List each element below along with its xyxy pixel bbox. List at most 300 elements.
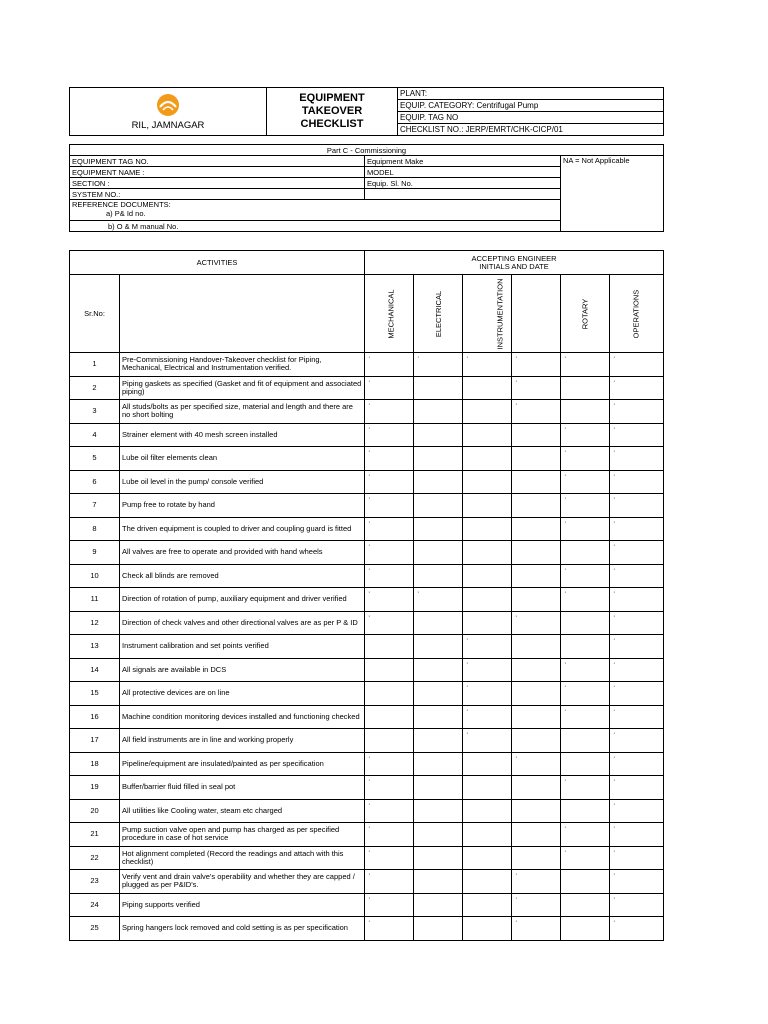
- applicable-mark: ·: [613, 752, 616, 761]
- discipline-header: [365, 275, 414, 353]
- signoff-cell[interactable]: [463, 823, 512, 847]
- row-number: 22: [70, 846, 120, 870]
- org-name: RIL, JAMNAGAR: [131, 120, 205, 131]
- signoff-cell[interactable]: [512, 752, 561, 776]
- signoff-cell[interactable]: [561, 893, 610, 917]
- signoff-cell[interactable]: [463, 400, 512, 424]
- checklist-row: [70, 400, 664, 424]
- signoff-cell[interactable]: [512, 494, 561, 518]
- applicable-mark: ·: [368, 376, 371, 385]
- signoff-cell[interactable]: [610, 564, 664, 588]
- row-number: 13: [70, 635, 120, 659]
- signoff-cell[interactable]: [414, 517, 463, 541]
- signoff-cell[interactable]: [561, 494, 610, 518]
- checklist-row: [70, 494, 664, 518]
- applicable-mark: ·: [368, 399, 371, 408]
- row-number: 5: [70, 447, 120, 471]
- signoff-cell[interactable]: [414, 353, 463, 377]
- applicable-mark: ·: [368, 423, 371, 432]
- signoff-cell[interactable]: [365, 705, 414, 729]
- signoff-cell[interactable]: [414, 823, 463, 847]
- signoff-cell[interactable]: [610, 776, 664, 800]
- signoff-cell[interactable]: [561, 376, 610, 400]
- signoff-cell[interactable]: [414, 376, 463, 400]
- signoff-cell[interactable]: [365, 682, 414, 706]
- signoff-cell[interactable]: [561, 823, 610, 847]
- signoff-cell[interactable]: [463, 799, 512, 823]
- signoff-cell[interactable]: [365, 635, 414, 659]
- activity-text: Spring hangers lock removed and cold setting is as per specification: [120, 917, 365, 941]
- signoff-cell[interactable]: [512, 682, 561, 706]
- applicable-mark: ·: [564, 352, 567, 361]
- activity-text: Pump suction valve open and pump has charged as per specified procedure in case of hot service: [120, 823, 365, 847]
- signoff-cell[interactable]: [512, 541, 561, 565]
- signoff-cell[interactable]: [463, 682, 512, 706]
- signoff-cell[interactable]: [512, 588, 561, 612]
- activity-text: Piping gaskets as specified (Gasket and fit of equipment and associated piping): [120, 376, 365, 400]
- discipline-label: ELECTRICAL: [434, 290, 444, 337]
- signoff-cell[interactable]: [512, 423, 561, 447]
- signoff-cell[interactable]: [414, 564, 463, 588]
- applicable-mark: ·: [368, 564, 371, 573]
- signoff-cell[interactable]: [365, 799, 414, 823]
- row-number: 14: [70, 658, 120, 682]
- signoff-cell[interactable]: [512, 470, 561, 494]
- signoff-cell[interactable]: [610, 799, 664, 823]
- signoff-cell[interactable]: [414, 588, 463, 612]
- equipment-tag-label: EQUIPMENT TAG NO.: [70, 156, 365, 167]
- row-number: 9: [70, 541, 120, 565]
- signoff-cell[interactable]: [561, 658, 610, 682]
- signoff-cell[interactable]: [610, 423, 664, 447]
- serial-no-label: Equip. Sl. No.: [365, 178, 561, 189]
- row-number: 19: [70, 776, 120, 800]
- equip-category-field: EQUIP. CATEGORY: Centrifugal Pump: [398, 100, 664, 112]
- signoff-cell[interactable]: [365, 400, 414, 424]
- signoff-cell[interactable]: [561, 729, 610, 753]
- discipline-header: [610, 275, 664, 353]
- applicable-mark: ·: [368, 446, 371, 455]
- signoff-cell[interactable]: [414, 752, 463, 776]
- signoff-cell[interactable]: [610, 846, 664, 870]
- discipline-label: MECHANICAL: [386, 288, 396, 339]
- signoff-cell[interactable]: [512, 400, 561, 424]
- applicable-mark: ·: [564, 705, 567, 714]
- signoff-cell[interactable]: [463, 705, 512, 729]
- signoff-cell[interactable]: [414, 658, 463, 682]
- applicable-mark: ·: [613, 728, 616, 737]
- signoff-cell[interactable]: [561, 588, 610, 612]
- row-number: 12: [70, 611, 120, 635]
- signoff-cell[interactable]: [561, 564, 610, 588]
- applicable-mark: ·: [564, 775, 567, 784]
- signoff-cell[interactable]: [365, 470, 414, 494]
- signoff-cell[interactable]: [561, 541, 610, 565]
- signoff-cell[interactable]: [561, 846, 610, 870]
- signoff-cell[interactable]: [463, 564, 512, 588]
- equipment-make-label: Equipment Make: [365, 156, 561, 167]
- signoff-cell[interactable]: [610, 917, 664, 941]
- applicable-mark: ·: [515, 916, 518, 925]
- signoff-cell[interactable]: [512, 658, 561, 682]
- checklist-row: [70, 917, 664, 941]
- signoff-cell[interactable]: [365, 376, 414, 400]
- signoff-cell[interactable]: [610, 400, 664, 424]
- activity-text: Hot alignment completed (Record the readings and attach with this checklist): [120, 846, 365, 870]
- applicable-mark: ·: [613, 611, 616, 620]
- signoff-cell[interactable]: [414, 494, 463, 518]
- signoff-cell[interactable]: [414, 611, 463, 635]
- signoff-cell[interactable]: [414, 870, 463, 894]
- signoff-cell[interactable]: [365, 541, 414, 565]
- applicable-mark: ·: [515, 352, 518, 361]
- signoff-cell[interactable]: [512, 705, 561, 729]
- applicable-mark: ·: [515, 611, 518, 620]
- signoff-cell[interactable]: [610, 517, 664, 541]
- row-number: 1: [70, 353, 120, 377]
- signoff-cell[interactable]: [365, 893, 414, 917]
- signoff-cell[interactable]: [463, 752, 512, 776]
- applicable-mark: ·: [613, 893, 616, 902]
- initials-date-label: INITIALS AND DATE: [479, 261, 549, 271]
- signoff-cell[interactable]: [414, 470, 463, 494]
- signoff-cell[interactable]: [463, 729, 512, 753]
- applicable-mark: ·: [564, 423, 567, 432]
- signoff-cell[interactable]: [512, 729, 561, 753]
- checklist-row: [70, 423, 664, 447]
- checklist-row: [70, 635, 664, 659]
- signoff-cell[interactable]: [463, 494, 512, 518]
- equipment-name-label: EQUIPMENT NAME :: [70, 167, 365, 178]
- signoff-cell[interactable]: [610, 611, 664, 635]
- signoff-cell[interactable]: [463, 541, 512, 565]
- srno-header: Sr.No:: [70, 275, 120, 353]
- signoff-cell[interactable]: [561, 917, 610, 941]
- signoff-cell[interactable]: [414, 917, 463, 941]
- checklist-row: [70, 447, 664, 471]
- signoff-cell[interactable]: [610, 682, 664, 706]
- signoff-cell[interactable]: [512, 611, 561, 635]
- applicable-mark: ·: [613, 869, 616, 878]
- checklist-row: [70, 353, 664, 377]
- signoff-cell[interactable]: [512, 893, 561, 917]
- row-number: 8: [70, 517, 120, 541]
- applicable-mark: ·: [613, 705, 616, 714]
- signoff-cell[interactable]: [463, 470, 512, 494]
- applicable-mark: ·: [466, 634, 469, 643]
- applicable-mark: ·: [368, 916, 371, 925]
- row-number: 17: [70, 729, 120, 753]
- signoff-cell[interactable]: [610, 705, 664, 729]
- applicable-mark: ·: [368, 893, 371, 902]
- activity-text: The driven equipment is coupled to driver and coupling guard is fitted: [120, 517, 365, 541]
- activity-text: Direction of rotation of pump, auxiliary equipment and driver verified: [120, 588, 365, 612]
- applicable-mark: ·: [564, 446, 567, 455]
- activity-text: Pipeline/equipment are insulated/painted as per specification: [120, 752, 365, 776]
- signoff-cell[interactable]: [365, 870, 414, 894]
- signoff-cell[interactable]: [414, 846, 463, 870]
- discipline-label: OPERATIONS: [631, 289, 641, 338]
- applicable-mark: ·: [613, 423, 616, 432]
- signoff-cell[interactable]: [512, 517, 561, 541]
- applicable-mark: ·: [613, 517, 616, 526]
- applicable-mark: ·: [564, 517, 567, 526]
- signoff-cell[interactable]: [365, 353, 414, 377]
- applicable-mark: ·: [515, 869, 518, 878]
- checklist-row: [70, 564, 664, 588]
- discipline-label: ROTARY: [580, 298, 589, 329]
- row-number: 20: [70, 799, 120, 823]
- signoff-cell[interactable]: [365, 823, 414, 847]
- signoff-cell[interactable]: [561, 517, 610, 541]
- row-number: 7: [70, 494, 120, 518]
- signoff-cell[interactable]: [414, 423, 463, 447]
- signoff-cell[interactable]: [610, 635, 664, 659]
- system-no-label: SYSTEM NO.:: [70, 189, 365, 200]
- signoff-cell[interactable]: [365, 447, 414, 471]
- applicable-mark: ·: [613, 822, 616, 831]
- row-number: 4: [70, 423, 120, 447]
- applicable-mark: ·: [564, 564, 567, 573]
- signoff-cell[interactable]: [512, 376, 561, 400]
- applicable-mark: ·: [515, 399, 518, 408]
- checklist-row: [70, 705, 664, 729]
- activity-text: All utilities like Cooling water, steam etc charged: [120, 799, 365, 823]
- signoff-cell[interactable]: [414, 447, 463, 471]
- signoff-cell[interactable]: [610, 658, 664, 682]
- activity-text: All signals are available in DCS: [120, 658, 365, 682]
- signoff-cell[interactable]: [365, 729, 414, 753]
- applicable-mark: ·: [368, 822, 371, 831]
- row-number: 18: [70, 752, 120, 776]
- applicable-mark: ·: [368, 775, 371, 784]
- signoff-cell[interactable]: [414, 729, 463, 753]
- row-number: 3: [70, 400, 120, 424]
- applicable-mark: ·: [564, 681, 567, 690]
- signoff-cell[interactable]: [512, 776, 561, 800]
- signoff-cell[interactable]: [610, 729, 664, 753]
- applicable-mark: ·: [613, 775, 616, 784]
- applicable-mark: ·: [613, 916, 616, 925]
- signoff-cell[interactable]: [512, 799, 561, 823]
- checklist-row: [70, 870, 664, 894]
- signoff-cell[interactable]: [365, 776, 414, 800]
- signoff-cell[interactable]: [414, 635, 463, 659]
- reference-documents-label: REFERENCE DOCUMENTS:: [72, 200, 171, 209]
- applicable-mark: ·: [613, 681, 616, 690]
- signoff-cell[interactable]: [561, 682, 610, 706]
- signoff-cell[interactable]: [414, 682, 463, 706]
- discipline-header: [414, 275, 463, 353]
- applicable-mark: ·: [613, 564, 616, 573]
- activity-text: Machine condition monitoring devices installed and functioning checked: [120, 705, 365, 729]
- signoff-cell[interactable]: [365, 588, 414, 612]
- signoff-cell[interactable]: [561, 752, 610, 776]
- signoff-cell[interactable]: [414, 400, 463, 424]
- signoff-cell[interactable]: [561, 400, 610, 424]
- signoff-cell[interactable]: [561, 870, 610, 894]
- signoff-cell[interactable]: [365, 752, 414, 776]
- signoff-cell[interactable]: [365, 494, 414, 518]
- activity-text: Direction of check valves and other directional valves are as per P & ID: [120, 611, 365, 635]
- signoff-cell[interactable]: [463, 870, 512, 894]
- equip-tag-field: EQUIP. TAG NO: [398, 112, 664, 124]
- reliance-logo-icon: [156, 93, 180, 117]
- signoff-cell[interactable]: [463, 588, 512, 612]
- accepting-engineer-header: [365, 251, 664, 275]
- header-table: [69, 87, 664, 136]
- signoff-cell[interactable]: [365, 658, 414, 682]
- model-label: MODEL: [365, 167, 561, 178]
- signoff-cell[interactable]: [414, 541, 463, 565]
- signoff-cell[interactable]: [414, 776, 463, 800]
- activity-text: All valves are free to operate and provided with hand wheels: [120, 541, 365, 565]
- checklist-row: [70, 729, 664, 753]
- signoff-cell[interactable]: [463, 658, 512, 682]
- signoff-cell[interactable]: [561, 470, 610, 494]
- checklist-row: [70, 376, 664, 400]
- signoff-cell[interactable]: [561, 611, 610, 635]
- signoff-cell[interactable]: [610, 470, 664, 494]
- applicable-mark: ·: [368, 846, 371, 855]
- signoff-cell[interactable]: [512, 635, 561, 659]
- activity-text: Verify vent and drain valve's operability and whether they are capped / plugged as per P&ID's.: [120, 870, 365, 894]
- signoff-cell[interactable]: [463, 776, 512, 800]
- applicable-mark: ·: [466, 728, 469, 737]
- signoff-cell[interactable]: [561, 799, 610, 823]
- signoff-cell[interactable]: [610, 447, 664, 471]
- activity-text: Lube oil filter elements clean: [120, 447, 365, 471]
- signoff-cell[interactable]: [463, 423, 512, 447]
- signoff-cell[interactable]: [365, 917, 414, 941]
- row-number: 24: [70, 893, 120, 917]
- signoff-cell[interactable]: [463, 517, 512, 541]
- doc-title: EQUIPMENT TAKEOVER CHECKLIST: [267, 88, 398, 136]
- signoff-cell[interactable]: [512, 846, 561, 870]
- part-title: Part C - Commissioning: [70, 145, 664, 156]
- checklist-row: [70, 846, 664, 870]
- checklist-row: [70, 893, 664, 917]
- applicable-mark: ·: [368, 752, 371, 761]
- signoff-cell[interactable]: [463, 611, 512, 635]
- row-number: 25: [70, 917, 120, 941]
- signoff-cell[interactable]: [512, 917, 561, 941]
- applicable-mark: ·: [613, 540, 616, 549]
- applicable-mark: ·: [466, 705, 469, 714]
- applicable-mark: ·: [613, 446, 616, 455]
- applicable-mark: ·: [515, 893, 518, 902]
- signoff-cell[interactable]: [561, 423, 610, 447]
- applicable-mark: ·: [613, 587, 616, 596]
- signoff-cell[interactable]: [512, 353, 561, 377]
- activity-text: Pre-Commissioning Handover-Takeover checklist for Piping, Mechanical, Electrical and Instrumentation verified.: [120, 353, 365, 377]
- signoff-cell[interactable]: [365, 846, 414, 870]
- applicable-mark: ·: [466, 352, 469, 361]
- applicable-mark: ·: [564, 587, 567, 596]
- equipment-info-table: [69, 144, 664, 232]
- signoff-cell[interactable]: [512, 870, 561, 894]
- applicable-mark: ·: [613, 376, 616, 385]
- row-number: 6: [70, 470, 120, 494]
- applicable-mark: ·: [466, 658, 469, 667]
- signoff-cell[interactable]: [561, 447, 610, 471]
- signoff-cell[interactable]: [610, 588, 664, 612]
- applicable-mark: ·: [368, 517, 371, 526]
- signoff-cell[interactable]: [463, 917, 512, 941]
- signoff-cell[interactable]: [512, 823, 561, 847]
- signoff-cell[interactable]: [561, 776, 610, 800]
- signoff-cell[interactable]: [463, 893, 512, 917]
- checklist-row: [70, 611, 664, 635]
- signoff-cell[interactable]: [610, 376, 664, 400]
- signoff-cell[interactable]: [365, 423, 414, 447]
- applicable-mark: ·: [368, 352, 371, 361]
- checklist-row: [70, 470, 664, 494]
- accepting-engineer-label: ACCEPTING ENGINEER: [471, 253, 557, 263]
- signoff-cell[interactable]: [365, 611, 414, 635]
- checklist-row: [70, 682, 664, 706]
- signoff-cell[interactable]: [365, 564, 414, 588]
- row-number: 15: [70, 682, 120, 706]
- applicable-mark: ·: [368, 470, 371, 479]
- signoff-cell[interactable]: [610, 752, 664, 776]
- activity-text: Pump free to rotate by hand: [120, 494, 365, 518]
- signoff-cell[interactable]: [463, 353, 512, 377]
- applicable-mark: ·: [564, 822, 567, 831]
- checklist-row: [70, 799, 664, 823]
- signoff-cell[interactable]: [512, 564, 561, 588]
- signoff-cell[interactable]: [512, 447, 561, 471]
- discipline-label: INSTRUMENTATION: [495, 278, 505, 349]
- checklist-row: [70, 517, 664, 541]
- signoff-cell[interactable]: [610, 541, 664, 565]
- activity-text: Instrument calibration and set points verified: [120, 635, 365, 659]
- row-number: 23: [70, 870, 120, 894]
- applicable-mark: ·: [613, 846, 616, 855]
- signoff-cell[interactable]: [610, 494, 664, 518]
- applicable-mark: ·: [417, 587, 420, 596]
- applicable-mark: ·: [368, 493, 371, 502]
- signoff-cell[interactable]: [414, 799, 463, 823]
- reference-pid: a) P& Id no.: [106, 209, 146, 218]
- signoff-cell[interactable]: [414, 705, 463, 729]
- signoff-cell[interactable]: [463, 447, 512, 471]
- reference-documents: [70, 200, 561, 221]
- signoff-cell[interactable]: [414, 893, 463, 917]
- signoff-cell[interactable]: [610, 893, 664, 917]
- signoff-cell[interactable]: [610, 823, 664, 847]
- checklist-row: [70, 541, 664, 565]
- applicable-mark: ·: [368, 587, 371, 596]
- signoff-cell[interactable]: [561, 353, 610, 377]
- signoff-cell[interactable]: [610, 870, 664, 894]
- activity-text: Lube oil level in the pump/ console verified: [120, 470, 365, 494]
- signoff-cell[interactable]: [561, 635, 610, 659]
- signoff-cell[interactable]: [463, 635, 512, 659]
- signoff-cell[interactable]: [463, 376, 512, 400]
- applicable-mark: ·: [613, 658, 616, 667]
- signoff-cell[interactable]: [365, 517, 414, 541]
- activity-text: Buffer/barrier fluid filled in seal pot: [120, 776, 365, 800]
- signoff-cell[interactable]: [610, 353, 664, 377]
- applicable-mark: ·: [564, 470, 567, 479]
- signoff-cell[interactable]: [463, 846, 512, 870]
- checklist-row: [70, 752, 664, 776]
- checklist-row: [70, 776, 664, 800]
- applicable-mark: ·: [368, 799, 371, 808]
- signoff-cell[interactable]: [561, 705, 610, 729]
- row-number: 2: [70, 376, 120, 400]
